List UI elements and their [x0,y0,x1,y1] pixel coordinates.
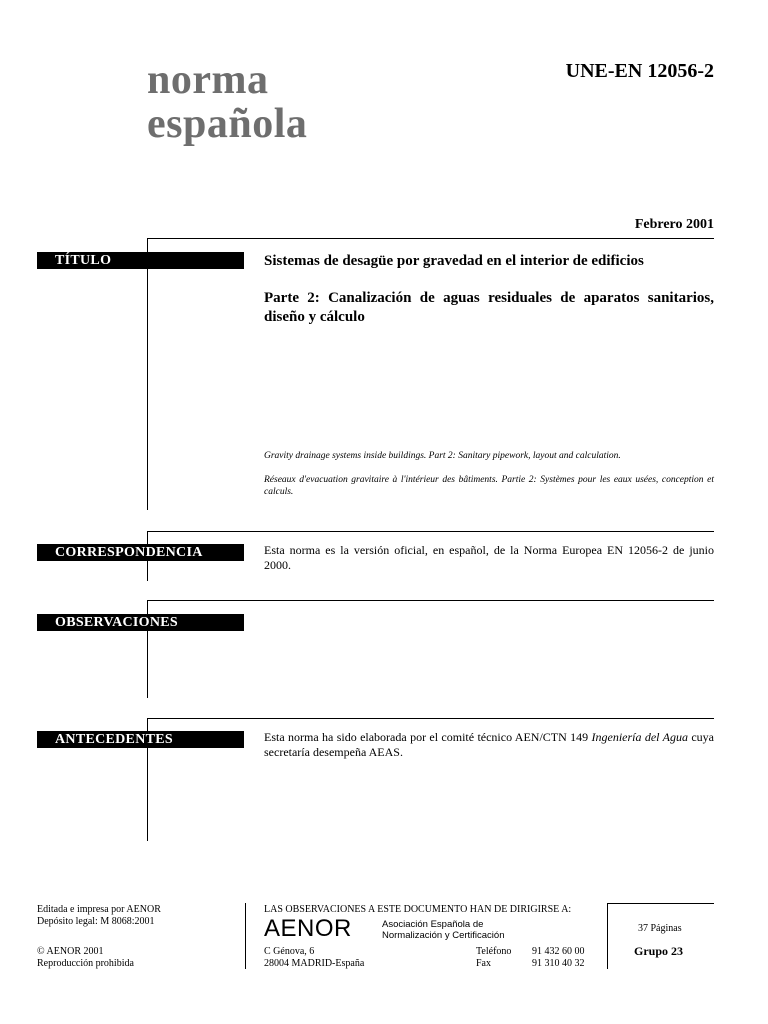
phone-label: Teléfono [476,946,512,957]
footer-rule-left [245,903,246,969]
contact-labels [476,946,511,970]
footer-box-top [607,903,714,904]
address-line-1: C Génova, 6 [264,946,315,957]
org-name-line-1: Asociación Española de [382,919,484,930]
title-en: Gravity drainage systems inside buildings. Part 2: Sanitary pipework, layout and calculation. [264,451,621,461]
correspondencia-text: Esta norma es la versión oficial, en español, de la Norma Europea EN 12056-2 de junio 2000. [264,543,714,572]
page-count: 37 Páginas [638,923,682,934]
aenor-logo: AENOR [264,915,352,942]
label-correspondencia: CORRESPONDENCIA [37,544,244,561]
address-line-2: 28004 MADRID-España [264,958,365,969]
contact-values [532,946,585,970]
divider-observaciones [147,600,714,601]
antecedentes-text [264,730,714,760]
observations-heading: LAS OBSERVACIONES A ESTE DOCUMENTO HAN DE DIRIGIRSE A: [264,904,572,915]
divider-correspondencia [147,531,714,532]
brand-line-1: norma [147,57,269,103]
address-block [264,946,364,970]
price-group: Grupo 23 [634,944,684,958]
vertical-rule-1 [147,238,148,510]
footer-copyright-block [37,946,134,970]
brand-line-2: española [147,101,308,147]
footer-editor-block [37,904,161,928]
org-name-line-2: Normalización y Certificación [382,930,505,941]
divider-antecedentes [147,718,714,719]
divider-top [147,238,714,239]
aenor-org-name [382,919,504,941]
fax-value: 91 310 40 32 [532,958,585,969]
title-es: Sistemas de desagüe por gravedad en el interior de edificios [264,253,644,269]
reproduction-notice: Reproducción prohibida [37,958,134,969]
label-observaciones: OBSERVACIONES [37,614,244,631]
footer-rule-right [607,903,608,969]
antecedentes-text-end: cuya secretaría desempeña AEAS. [264,730,715,759]
fax-label: Fax [476,958,491,969]
legal-deposit: Depósito legal: M 8068:2001 [37,916,155,927]
committee-name: Ingeniería del Agua [591,730,688,744]
phone-value: 91 432 60 00 [532,946,585,957]
title-fr: Réseaux d'evacuation gravitaire à l'intérieur des bâtiments. Partie 2: Systèmes pour les eaux usées, conception et calculs. [264,475,714,497]
standard-code: UNE-EN 12056-2 [565,60,714,82]
edited-by: Editada e impresa por AENOR [37,904,161,915]
subtitle-es: Parte 2: Canalización de aguas residuales de aparatos sanitarios, diseño y cálculo [264,290,714,325]
brand-wordmark [147,58,307,146]
label-antecedentes: ANTECEDENTES [37,731,244,748]
antecedentes-text-start: Esta norma ha sido elaborada por el comité técnico AEN/CTN 149 [264,730,592,744]
label-titulo: TÍTULO [37,252,244,269]
copyright: © AENOR 2001 [37,946,104,957]
publication-date: Febrero 2001 [634,217,714,232]
